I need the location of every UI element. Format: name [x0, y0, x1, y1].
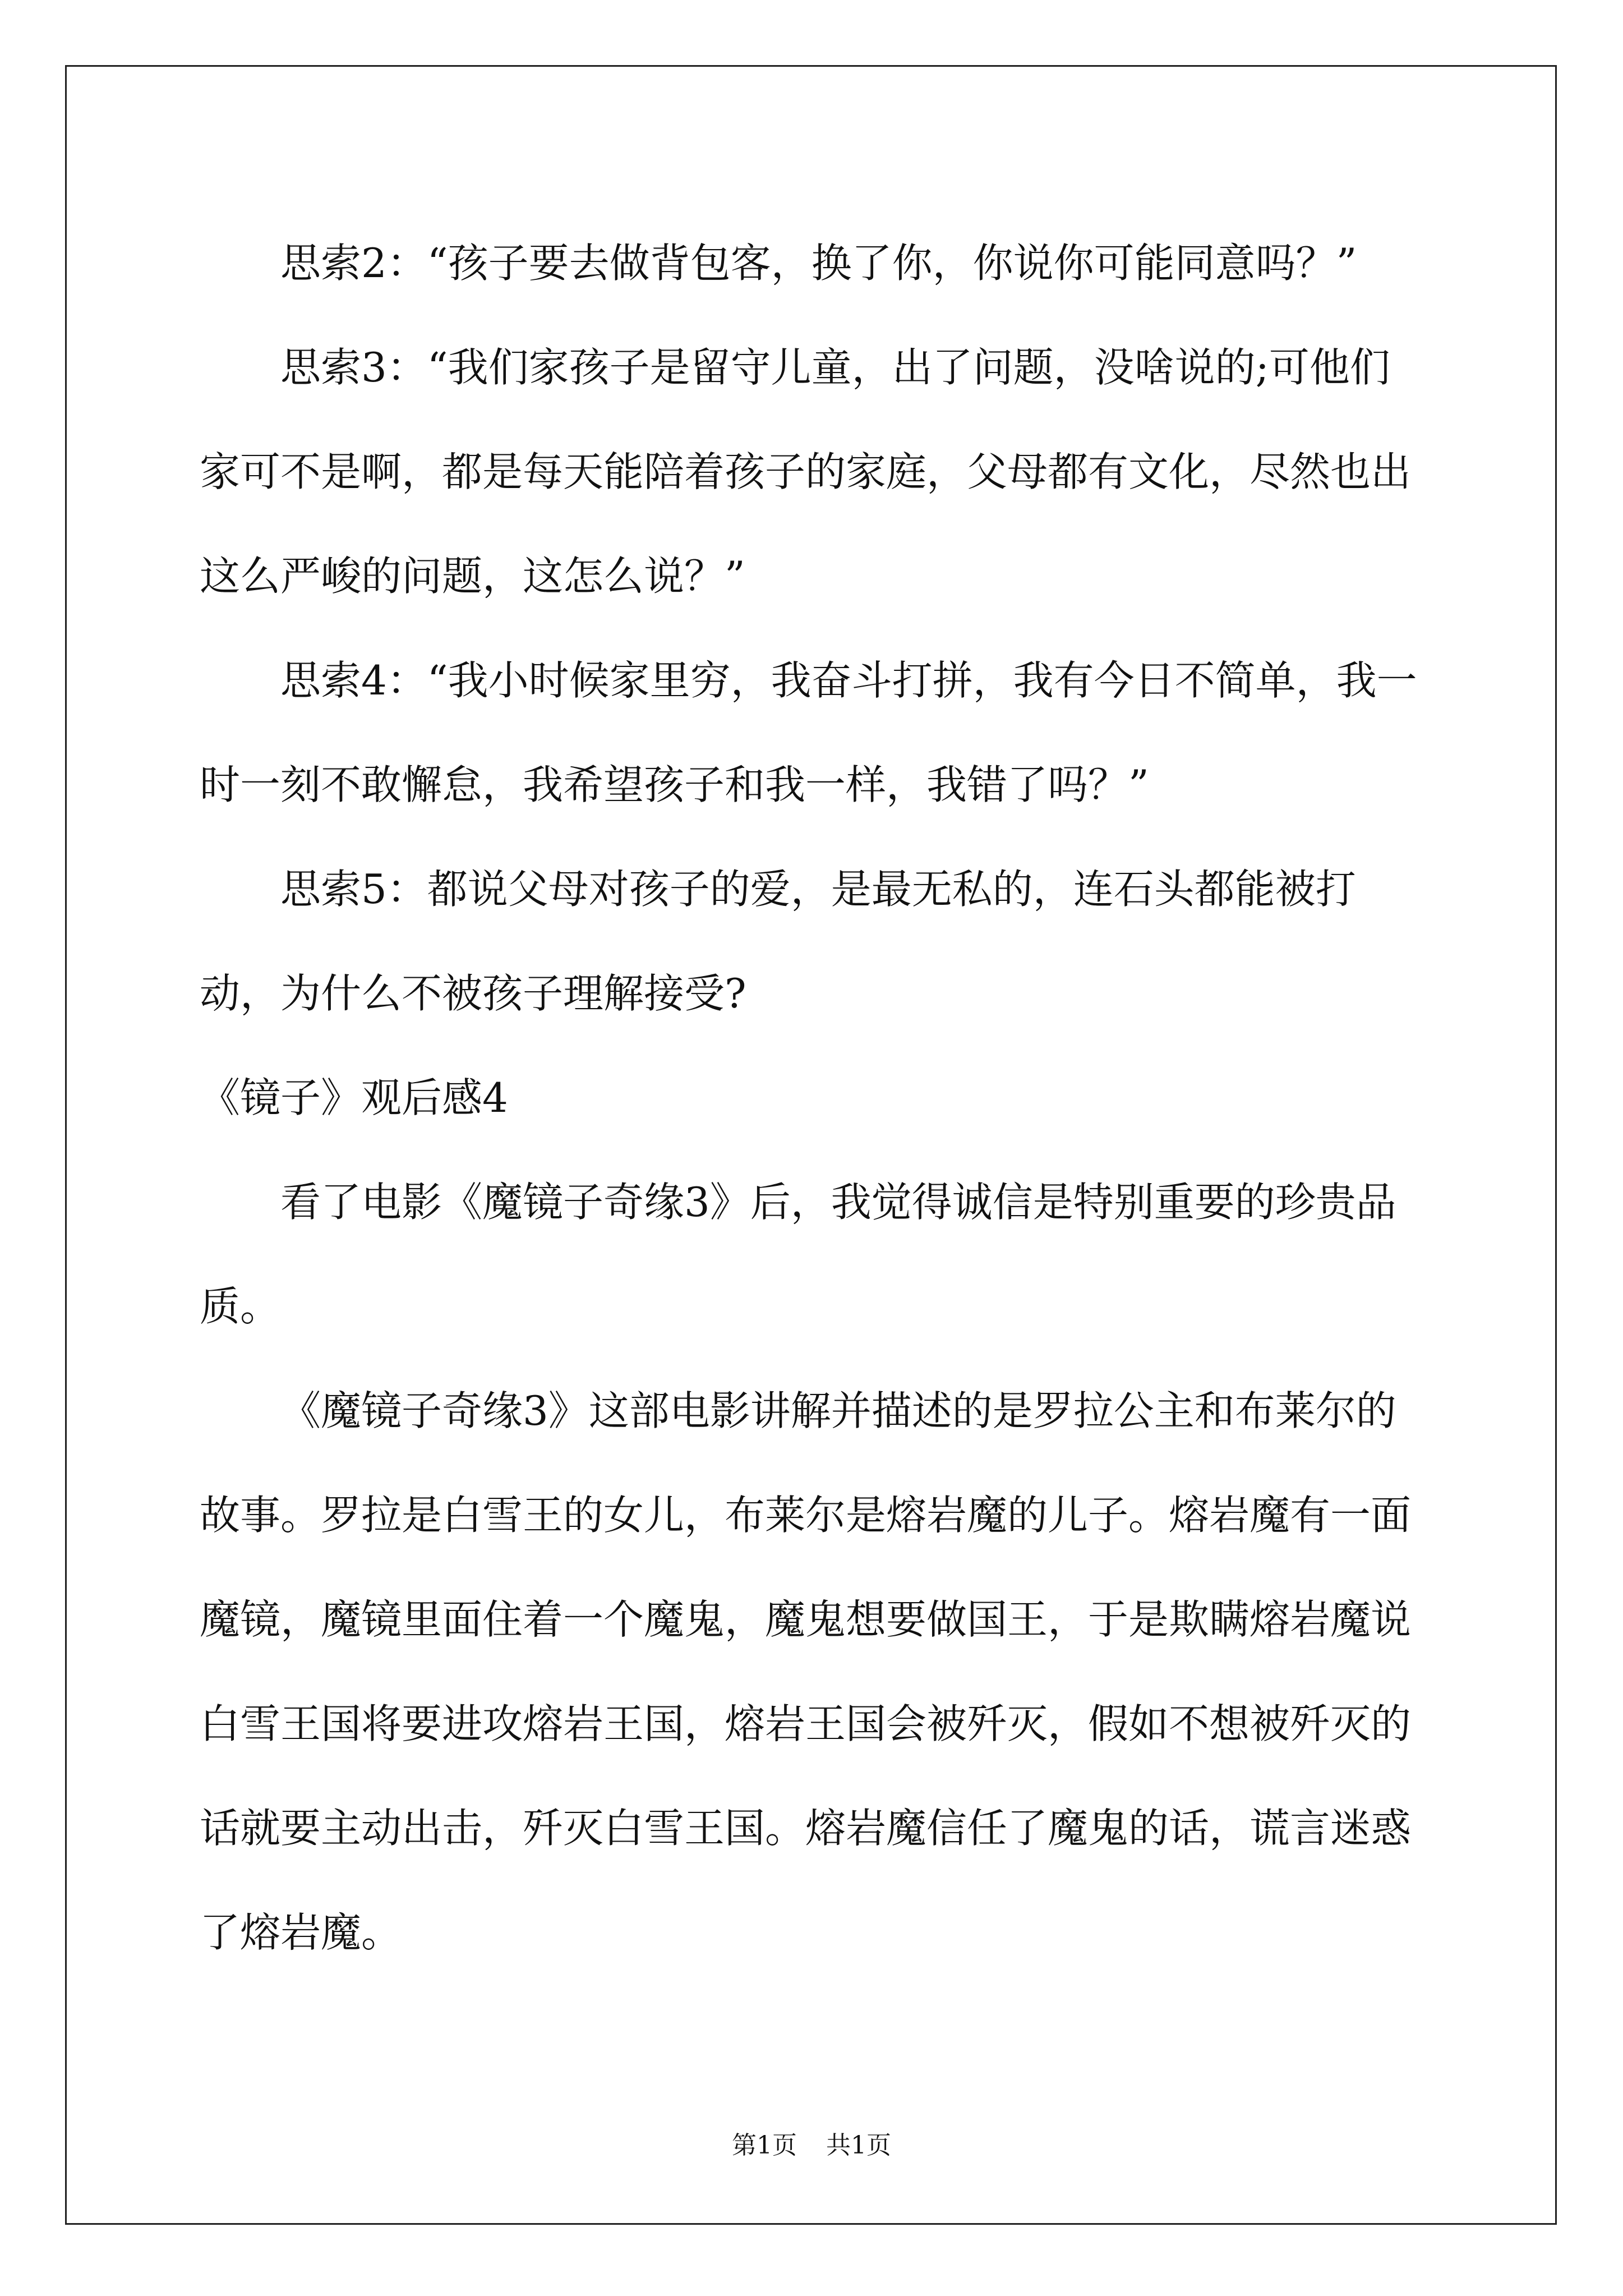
page-number: 第1页 [732, 2131, 797, 2160]
paragraph-thinking-3: 思索3：“我们家孩子是留守儿童，出了问题，没啥说的;可他们家可不是啊，都是每天能陪着孩子的家庭，父母都有文化，尽然也出这么严峻的问题，这怎么说？” [200, 344, 1412, 600]
section-heading: 《镜子》观后感4 [200, 1074, 508, 1121]
paragraph-story: 《魔镜子奇缘3》这部电影讲解并描述的是罗拉公主和布莱尔的故事。罗拉是白雪王的女儿，布莱尔是熔岩魔的儿子。熔岩魔有一面魔镜，魔镜里面住着一个魔鬼，魔鬼想要做国王，于是欺瞒熔岩魔说白雪王国将要进攻熔岩王国，熔岩王国会被歼灭，假如不想被歼灭的话就要主动出击，歼灭白雪王国。熔岩魔信任了魔鬼的话，谎言迷惑了熔岩魔。 [200, 1387, 1412, 1956]
paragraph-intro: 看了电影《魔镜子奇缘3》后，我觉得诚信是特别重要的珍贵品质。 [200, 1179, 1396, 1330]
page-total: 共1页 [826, 2131, 891, 2160]
paragraph-thinking-2: 思索2：“孩子要去做背包客，换了你，你说你可能同意吗？” [280, 240, 1357, 287]
paragraph-thinking-5: 思索5：都说父母对孩子的爱，是最无私的，连石头都能被打动，为什么不被孩子理解接受? [200, 866, 1356, 1017]
paragraph-thinking-4: 思索4：“我小时候家里穷，我奋斗打拼，我有今日不简单，我一时一刻不敢懈怠，我希望孩子和我一样，我错了吗？” [200, 657, 1417, 808]
page-footer [0, 2129, 1623, 2162]
